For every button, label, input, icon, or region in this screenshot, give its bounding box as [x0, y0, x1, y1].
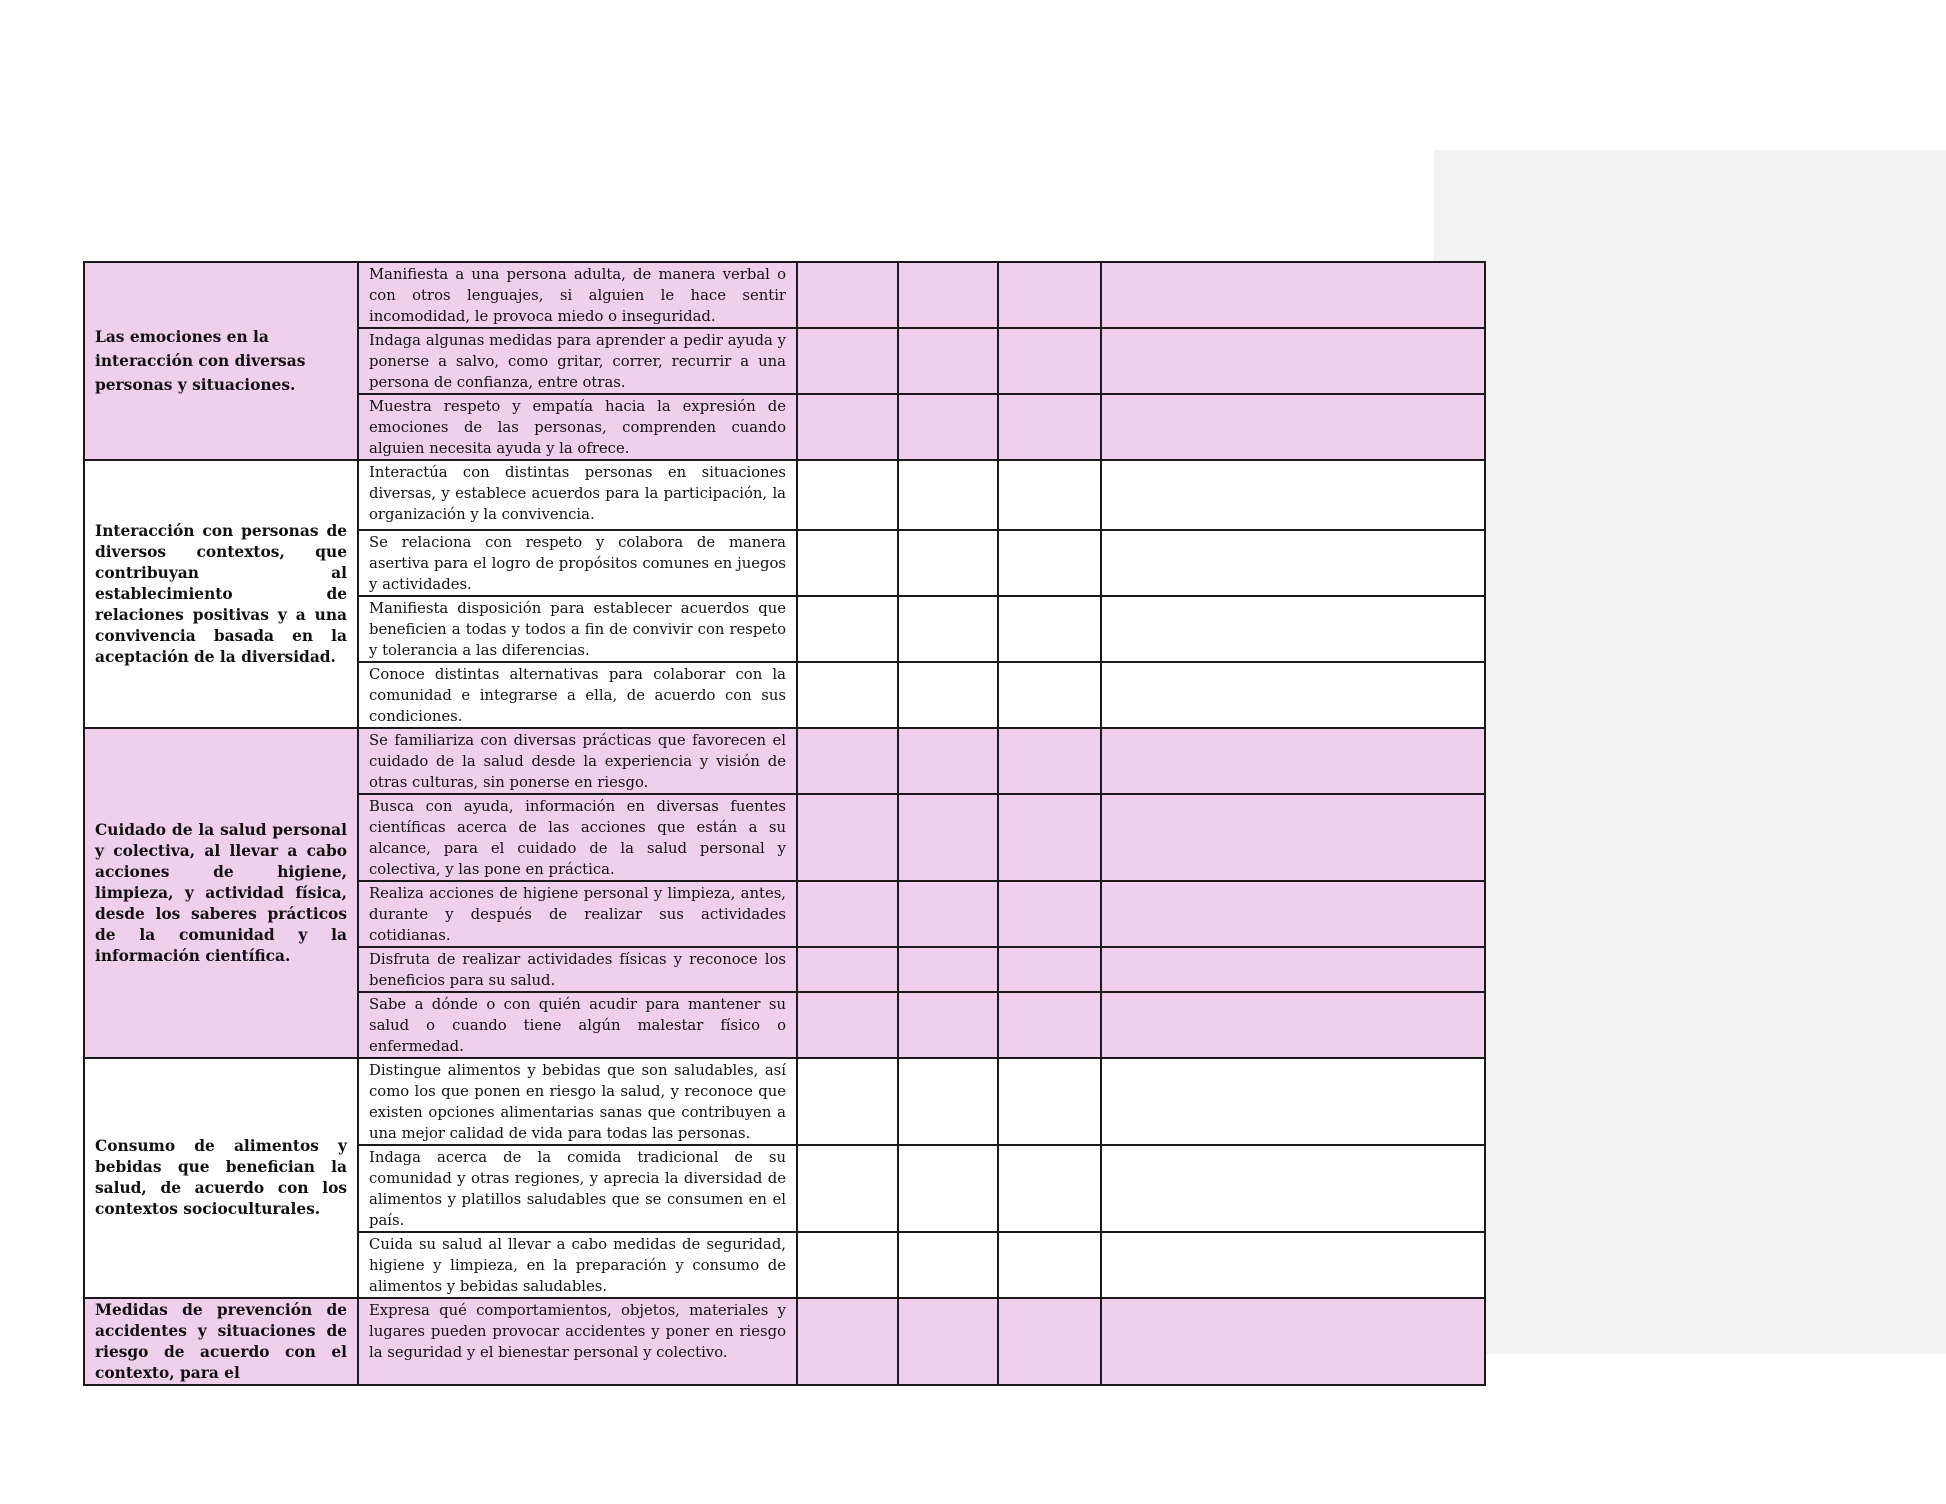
indicator-cell: Cuida su salud al llevar a cabo medidas de seguridad, higiene y limpieza, en la preparación y consumo de alimentos y bebidas saludables.	[358, 1232, 797, 1298]
check-cell[interactable]	[998, 947, 1101, 992]
check-cell[interactable]	[797, 530, 898, 596]
notes-cell[interactable]	[1101, 992, 1485, 1058]
topic-cell: Interacción con personas de diversos contextos, que contribuyan al establecimiento de relaciones positivas y a una convivencia basada en la aceptación de la diversidad.	[84, 460, 358, 728]
check-cell[interactable]	[797, 394, 898, 460]
check-cell[interactable]	[797, 1232, 898, 1298]
check-cell[interactable]	[898, 794, 998, 881]
check-cell[interactable]	[998, 662, 1101, 728]
check-cell[interactable]	[797, 947, 898, 992]
check-cell[interactable]	[998, 1298, 1101, 1385]
indicator-cell: Se relaciona con respeto y colabora de manera asertiva para el logro de propósitos comunes en juegos y actividades.	[358, 530, 797, 596]
notes-cell[interactable]	[1101, 1145, 1485, 1232]
table-row	[84, 728, 1485, 794]
check-cell[interactable]	[898, 1145, 998, 1232]
check-cell[interactable]	[898, 530, 998, 596]
check-cell[interactable]	[797, 596, 898, 662]
check-cell[interactable]	[898, 394, 998, 460]
check-cell[interactable]	[998, 262, 1101, 328]
check-cell[interactable]	[998, 530, 1101, 596]
indicator-cell: Busca con ayuda, información en diversas fuentes científicas acerca de las acciones que están a su alcance, para el cuidado de la salud personal y colectiva, y las pone en práctica.	[358, 794, 797, 881]
check-cell[interactable]	[898, 328, 998, 394]
check-cell[interactable]	[998, 728, 1101, 794]
check-cell[interactable]	[797, 262, 898, 328]
check-cell[interactable]	[797, 460, 898, 530]
evaluation-table	[83, 261, 1486, 1386]
indicator-cell: Realiza acciones de higiene personal y limpieza, antes, durante y después de realizar sus actividades cotidianas.	[358, 881, 797, 947]
check-cell[interactable]	[797, 794, 898, 881]
check-cell[interactable]	[998, 1058, 1101, 1145]
check-cell[interactable]	[898, 596, 998, 662]
check-cell[interactable]	[898, 1058, 998, 1145]
check-cell[interactable]	[898, 947, 998, 992]
check-cell[interactable]	[998, 794, 1101, 881]
check-cell[interactable]	[797, 992, 898, 1058]
check-cell[interactable]	[998, 596, 1101, 662]
check-cell[interactable]	[998, 328, 1101, 394]
indicator-cell: Muestra respeto y empatía hacia la expresión de emociones de las personas, comprenden cuando alguien necesita ayuda y la ofrece.	[358, 394, 797, 460]
table-row	[84, 1298, 1485, 1385]
notes-cell[interactable]	[1101, 328, 1485, 394]
check-cell[interactable]	[998, 1145, 1101, 1232]
check-cell[interactable]	[898, 460, 998, 530]
check-cell[interactable]	[998, 460, 1101, 530]
notes-cell[interactable]	[1101, 394, 1485, 460]
notes-cell[interactable]	[1101, 596, 1485, 662]
indicator-cell: Conoce distintas alternativas para colaborar con la comunidad e integrarse a ella, de acuerdo con sus condiciones.	[358, 662, 797, 728]
check-cell[interactable]	[898, 992, 998, 1058]
notes-cell[interactable]	[1101, 1298, 1485, 1385]
notes-cell[interactable]	[1101, 794, 1485, 881]
notes-cell[interactable]	[1101, 460, 1485, 530]
notes-cell[interactable]	[1101, 1232, 1485, 1298]
check-cell[interactable]	[797, 1145, 898, 1232]
notes-cell[interactable]	[1101, 262, 1485, 328]
topic-cell: Las emociones en la interacción con diversas personas y situaciones.	[84, 262, 358, 460]
topic-cell: Medidas de prevención de accidentes y situaciones de riesgo de acuerdo con el contexto, para el	[84, 1298, 358, 1385]
check-cell[interactable]	[898, 262, 998, 328]
table-row	[84, 1058, 1485, 1145]
check-cell[interactable]	[998, 992, 1101, 1058]
check-cell[interactable]	[797, 1298, 898, 1385]
topic-cell: Cuidado de la salud personal y colectiva, al llevar a cabo acciones de higiene, limpieza, y actividad física, desde los saberes prácticos de la comunidad y la información científica.	[84, 728, 358, 1058]
indicator-cell: Distingue alimentos y bebidas que son saludables, así como los que ponen en riesgo la salud, y reconoce que existen opciones alimentarias sanas que contribuyen a una mejor calidad de vida para todas las personas.	[358, 1058, 797, 1145]
check-cell[interactable]	[998, 394, 1101, 460]
check-cell[interactable]	[797, 881, 898, 947]
indicator-cell: Indaga algunas medidas para aprender a pedir ayuda y ponerse a salvo, como gritar, correr, recurrir a una persona de confianza, entre otras.	[358, 328, 797, 394]
check-cell[interactable]	[898, 881, 998, 947]
indicator-cell: Manifiesta a una persona adulta, de manera verbal o con otros lenguajes, si alguien le hace sentir incomodidad, le provoca miedo o inseguridad.	[358, 262, 797, 328]
notes-cell[interactable]	[1101, 1058, 1485, 1145]
table-row	[84, 460, 1485, 530]
check-cell[interactable]	[797, 728, 898, 794]
side-margin-panel	[1434, 150, 1946, 1354]
check-cell[interactable]	[797, 1058, 898, 1145]
check-cell[interactable]	[797, 328, 898, 394]
indicator-cell: Expresa qué comportamientos, objetos, materiales y lugares pueden provocar accidentes y poner en riesgo la seguridad y el bienestar personal y colectivo.	[358, 1298, 797, 1385]
indicator-cell: Se familiariza con diversas prácticas que favorecen el cuidado de la salud desde la experiencia y visión de otras culturas, sin ponerse en riesgo.	[358, 728, 797, 794]
check-cell[interactable]	[998, 1232, 1101, 1298]
check-cell[interactable]	[898, 728, 998, 794]
indicator-cell: Sabe a dónde o con quién acudir para mantener su salud o cuando tiene algún malestar físico o enfermedad.	[358, 992, 797, 1058]
indicator-cell: Interactúa con distintas personas en situaciones diversas, y establece acuerdos para la participación, la organización y la convivencia.	[358, 460, 797, 530]
notes-cell[interactable]	[1101, 530, 1485, 596]
check-cell[interactable]	[898, 1232, 998, 1298]
check-cell[interactable]	[998, 881, 1101, 947]
topic-cell: Consumo de alimentos y bebidas que benefician la salud, de acuerdo con los contextos socioculturales.	[84, 1058, 358, 1298]
notes-cell[interactable]	[1101, 947, 1485, 992]
notes-cell[interactable]	[1101, 881, 1485, 947]
table-row	[84, 262, 1485, 328]
check-cell[interactable]	[898, 1298, 998, 1385]
check-cell[interactable]	[898, 662, 998, 728]
indicator-cell: Manifiesta disposición para establecer acuerdos que beneficien a todas y todos a fin de convivir con respeto y tolerancia a las diferencias.	[358, 596, 797, 662]
indicator-cell: Disfruta de realizar actividades físicas y reconoce los beneficios para su salud.	[358, 947, 797, 992]
check-cell[interactable]	[797, 662, 898, 728]
indicator-cell: Indaga acerca de la comida tradicional de su comunidad y otras regiones, y aprecia la diversidad de alimentos y platillos saludables que se consumen en el país.	[358, 1145, 797, 1232]
notes-cell[interactable]	[1101, 728, 1485, 794]
notes-cell[interactable]	[1101, 662, 1485, 728]
